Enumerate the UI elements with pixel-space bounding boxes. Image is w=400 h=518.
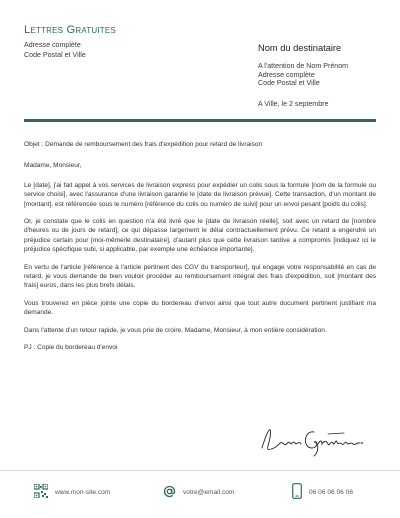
recipient-attention: A l'attention de Nom Prénom [258, 62, 349, 70]
sender-address: Adresse complète [24, 41, 81, 49]
signature-image [258, 418, 368, 458]
brand-title: Lettres Gratuites [24, 24, 116, 36]
footer-website [34, 482, 110, 502]
signature [258, 418, 368, 458]
website-text: www.mon-site.com [55, 488, 111, 496]
letter-body [24, 140, 376, 353]
footer-phone [292, 482, 353, 502]
recipient-block [258, 62, 348, 88]
header-divider [24, 119, 376, 122]
footer-email [163, 482, 234, 502]
letter-subject: Objet : Demande de remboursement des frais d'expédition pour retard de livraison [24, 141, 263, 148]
letter-date: A Ville, le 2 septembre [258, 100, 329, 108]
sender-block [24, 41, 86, 60]
letter-paragraph: Le [date], j'ai fait appel à vos services de livraison express pour expédier un colis sous la formule [nom de la formule ou service choisi], avec l'assurance d'une livraison garantie le [date de livraison prévue]. Cette transaction, d'un montant de [montant], est référencée sous le numéro [référence du colis ou numéro de suivi] pour un envoi pesant [poids du colis]. [24, 181, 376, 208]
letter-greeting: Madame, Monsieur, [24, 162, 82, 170]
recipient-city: Code Postal et Ville [258, 79, 320, 88]
email-text: votre@email.com [183, 488, 235, 496]
sender-city: Code Postal et Ville [24, 50, 86, 59]
phone-icon [292, 483, 302, 501]
recipient-name: Nom du destinataire [258, 43, 342, 53]
footer-divider [0, 470, 400, 471]
at-sign-icon [163, 485, 176, 500]
letter-attachment: PJ : Copie du bordereau d'envoi [24, 344, 118, 352]
letter-closing: Dans l'attente d'un retour rapide, je vous prie de croire, Madame, Monsieur, à mon entière considération. [24, 326, 327, 334]
letter-paragraph: En vertu de l'article [référence à l'article pertinent des CGV du transporteur], qui engage votre responsabilité en cas de retard, je vous demande de bien vouloir procéder au remboursement intégral des frais d'expédition, soit [montant des frais] euros, dans les plus brefs délais. [24, 263, 376, 290]
letter-paragraph: Vous trouverez en pièce jointe une copie du bordereau d'envoi ainsi que tout autre document pertinent justifiant ma demande. [24, 299, 376, 317]
letter-paragraph: Or, je constate que le colis en question n'a été livré que le [date de livraison réelle], soit avec un retard de [nombre d'heures ou de jours de retard], ce qui dépasse largement le délai contractuellement prévu. Ce retard a engendré un préjudice certain pour [moi-même/le destinataire], d'autant plus que cette livraison tardive a compromis [indiquez ici le préjudice spécifique subi, si applicable, par exemple une échéance importante]. [24, 218, 376, 254]
qr-code-icon [34, 484, 48, 500]
recipient-address: Adresse complète [258, 70, 315, 79]
phone-text: 06 06 06 06 06 [309, 488, 353, 496]
